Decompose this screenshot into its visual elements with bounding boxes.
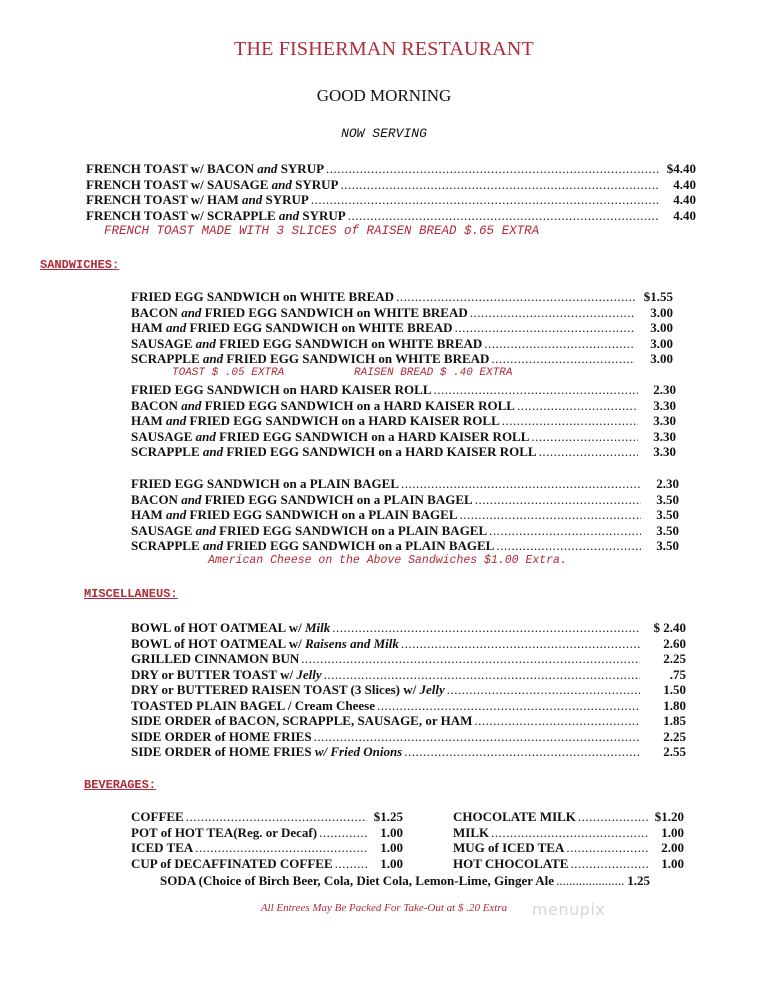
item-label-part: FRIED EGG SANDWICH on WHITE BREAD	[215, 335, 483, 351]
item-price: 3.50	[656, 538, 679, 553]
dot-leader	[319, 825, 367, 841]
item-label	[131, 698, 375, 714]
item-price: 3.30	[653, 428, 676, 444]
item-label	[131, 840, 193, 856]
item-label-italic: Raisens and Milk	[304, 635, 399, 651]
dot-leader	[531, 429, 638, 445]
item-label	[131, 289, 394, 305]
menu-item	[131, 682, 686, 698]
menu-item	[131, 825, 403, 841]
item-label-part: POT of HOT TEA(Reg. or Decaf)	[131, 824, 318, 840]
dot-leader	[401, 476, 641, 492]
dot-leader	[474, 713, 640, 729]
item-label-part: COFFEE	[131, 809, 184, 824]
item-label	[131, 620, 330, 636]
sandwiches-header: SANDWICHES:	[40, 258, 120, 272]
item-price: .75	[669, 666, 686, 682]
item-price: 1.00	[380, 840, 403, 855]
menu-item	[86, 192, 696, 208]
item-price: 3.30	[653, 444, 676, 459]
dot-leader	[489, 523, 641, 539]
item-label-part: SYRUP	[277, 161, 325, 176]
item-label-italic: Jelly	[419, 682, 445, 697]
dot-leader	[491, 825, 648, 841]
item-label-part: FRIED EGG SANDWICH on WHITE BREAD	[186, 320, 453, 335]
item-price: 1.00	[661, 855, 684, 871]
menu-item	[131, 667, 686, 683]
item-label-part: SYRUP	[299, 207, 346, 223]
item-label-italic: and	[166, 413, 187, 428]
item-label-part: FRIED EGG SANDWICH on a PLAIN BAGEL	[131, 476, 399, 491]
item-label-part: CUP of DECAFFINATED COFFEE	[131, 855, 333, 871]
dot-leader	[186, 809, 367, 825]
item-label-part: FRIED EGG SANDWICH on HARD KAISER ROLL	[131, 382, 432, 397]
item-label-part: FRIED EGG SANDWICH on a HARD KAISER ROLL	[223, 444, 537, 459]
item-label-part: ICED TEA	[131, 840, 194, 855]
item-price: 3.00	[650, 320, 673, 335]
item-label-italic: and	[202, 444, 224, 459]
item-label-italic: and	[181, 304, 202, 320]
menu-item	[131, 289, 673, 305]
menu-item	[86, 208, 696, 224]
dot-leader	[404, 744, 640, 760]
menu-item	[131, 713, 686, 729]
item-price: 2.30	[653, 382, 676, 397]
item-label	[453, 825, 489, 841]
item-label-part: BACON	[131, 397, 182, 413]
item-price: 3.00	[650, 335, 673, 351]
item-label	[131, 538, 494, 554]
item-price: 3.30	[653, 397, 676, 413]
item-label-italic: and	[202, 538, 224, 553]
item-label	[86, 161, 324, 177]
item-price: 1.00	[380, 824, 403, 840]
item-price: 3.30	[653, 413, 676, 428]
item-label-part: DRY or BUTTER TOAST w/	[131, 666, 297, 682]
item-label-italic: and	[202, 351, 224, 366]
item-label	[131, 651, 299, 667]
dot-leader	[326, 161, 660, 177]
menu-item	[131, 538, 679, 554]
item-label	[131, 667, 322, 683]
item-label	[453, 856, 568, 872]
item-label-italic: w/ Fried Onions	[314, 744, 403, 759]
item-label-part: FRIED EGG SANDWICH on a HARD KAISER ROLL	[186, 413, 500, 428]
item-price: 2.25	[663, 651, 686, 666]
menu-item	[453, 840, 684, 856]
item-label-part: SIDE ORDER of HOME FRIES	[131, 744, 315, 759]
item-label-part: SAUSAGE	[131, 428, 196, 444]
menu-item	[131, 856, 403, 872]
dot-leader	[460, 507, 641, 523]
item-label-part: SAUSAGE	[131, 522, 196, 538]
item-label	[131, 336, 482, 352]
takeout-note: All Entrees May Be Packed For Take-Out at $ .20 Extra	[260, 902, 508, 914]
item-label-part: BOWL of HOT OATMEAL w/	[131, 620, 305, 635]
menu-item	[131, 305, 673, 321]
item-label-part: SIDE ORDER of HOME FRIES	[131, 728, 312, 744]
item-label	[86, 177, 339, 193]
dot-leader	[491, 351, 635, 367]
item-label	[131, 492, 473, 508]
menu-item	[131, 476, 679, 492]
item-label-italic: and	[195, 428, 216, 444]
menu-item	[86, 177, 696, 193]
item-price: 1.50	[663, 682, 686, 697]
item-label-part: HAM	[131, 320, 167, 335]
item-price: 4.40	[673, 176, 696, 192]
dot-leader	[324, 667, 640, 683]
item-label-part: DRY or BUTTERED RAISEN TOAST (3 Slices) w/	[131, 682, 420, 697]
item-price: 3.50	[656, 522, 679, 538]
dot-leader	[311, 192, 660, 208]
item-price: 1.80	[663, 697, 686, 713]
toast-note: TOAST $ .05 EXTRA	[172, 367, 285, 379]
dot-leader	[447, 682, 640, 698]
item-label	[131, 682, 445, 698]
item-label	[131, 809, 184, 825]
item-label-part: FRIED EGG SANDWICH on WHITE BREAD	[131, 289, 395, 304]
item-price: 2.00	[661, 840, 684, 855]
item-label-part: SCRAPPLE	[131, 538, 203, 553]
dot-leader	[434, 382, 639, 398]
menu-item	[131, 507, 679, 523]
beverages-header: BEVERAGES:	[84, 778, 157, 792]
menu-item	[131, 444, 676, 460]
item-price: 4.40	[673, 207, 696, 223]
dot-leader	[566, 840, 648, 856]
dot-leader	[401, 636, 640, 652]
dot-leader	[484, 336, 635, 352]
watermark-logo: menupix	[532, 900, 606, 919]
menu-item	[131, 351, 673, 367]
item-label-part: SAUSAGE	[131, 335, 196, 351]
item-label-italic: and	[181, 397, 202, 413]
item-label-part: MUG of ICED TEA	[453, 840, 565, 855]
item-label	[131, 507, 458, 523]
dot-leader	[301, 651, 640, 667]
item-label-part: BACON	[131, 491, 182, 507]
menu-item	[131, 651, 686, 667]
item-label-part: FRIED EGG SANDWICH on a HARD KAISER ROLL	[215, 428, 530, 444]
item-label	[131, 351, 489, 367]
menu-item	[453, 825, 684, 841]
menu-item	[453, 809, 684, 825]
item-label-italic: and	[166, 507, 187, 522]
soda-line	[160, 873, 650, 889]
item-label-part: FRENCH TOAST w/ HAM	[86, 192, 243, 207]
item-price: $1.25	[373, 809, 403, 824]
dot-leader	[332, 620, 640, 636]
item-price: 2.30	[656, 476, 679, 491]
item-label-italic: and	[195, 522, 216, 538]
menu-item	[131, 698, 686, 714]
item-label	[131, 713, 472, 729]
item-label	[131, 382, 432, 398]
dot-leader	[539, 444, 638, 460]
item-label-part: GRILLED CINNAMON BUN	[131, 651, 300, 666]
soda-price: 1.25	[627, 873, 650, 888]
item-label-italic: and	[271, 176, 292, 192]
item-label-part: FRENCH TOAST w/ BACON	[86, 161, 258, 176]
soda-label: SODA (Choice of Birch Beer, Cola, Diet Cola, Lemon-Lime, Ginger Ale	[160, 873, 555, 888]
dot-leader	[377, 698, 640, 714]
misc-header: MISCELLANEUS:	[84, 587, 178, 601]
item-label-part: SCRAPPLE	[131, 351, 203, 366]
item-label	[131, 856, 333, 872]
menu-item	[131, 336, 673, 352]
menu-item	[131, 729, 686, 745]
item-price: 1.00	[661, 824, 684, 840]
dot-leader	[396, 289, 635, 305]
item-label-part: SIDE ORDER of BACON, SCRAPPLE, SAUSAGE, or HAM	[131, 713, 473, 728]
menu-item	[131, 620, 686, 636]
item-label-part: FRIED EGG SANDWICH on a PLAIN BAGEL	[186, 507, 458, 522]
item-price: 3.00	[650, 304, 673, 320]
item-price: $1.20	[654, 809, 684, 824]
item-price: 2.55	[663, 744, 686, 759]
item-label-italic: and	[278, 207, 300, 223]
item-label-part: HAM	[131, 507, 167, 522]
menu-item	[131, 320, 673, 336]
item-label	[131, 305, 468, 321]
menu-item	[131, 398, 676, 414]
item-price: $4.40	[666, 161, 696, 176]
item-label-italic: Jelly	[296, 666, 322, 682]
item-label-part: HOT CHOCOLATE	[453, 855, 569, 871]
greeting: GOOD MORNING	[316, 86, 452, 105]
dot-leader	[455, 320, 635, 336]
item-label-part: FRIED EGG SANDWICH on a PLAIN BAGEL	[215, 522, 488, 538]
menu-item	[86, 161, 696, 177]
menu-item	[131, 413, 676, 429]
item-label	[131, 429, 529, 445]
item-label-part: SYRUP	[262, 192, 309, 207]
item-label-part: TOASTED PLAIN BAGEL / Cream Cheese	[131, 697, 376, 713]
item-label-part: FRIED EGG SANDWICH on WHITE BREAD	[223, 351, 490, 366]
dot-leader	[578, 809, 648, 825]
dot-leader	[470, 305, 635, 321]
item-label-part: HAM	[131, 413, 167, 428]
dot-leader	[341, 177, 661, 193]
menu-item	[131, 636, 686, 652]
menu-item	[131, 809, 403, 825]
item-price: 1.85	[663, 713, 686, 728]
item-label-part: BACON	[131, 304, 182, 320]
item-label	[131, 825, 317, 841]
item-price: 3.50	[656, 491, 679, 507]
item-label	[131, 413, 500, 429]
dot-leader	[195, 840, 367, 856]
item-price: 2.25	[663, 728, 686, 744]
item-label	[86, 208, 346, 224]
item-price: 4.40	[673, 192, 696, 207]
item-label	[453, 809, 576, 825]
item-label	[453, 840, 564, 856]
now-serving: NOW SERVING	[341, 126, 427, 141]
item-price: $ 2.40	[653, 620, 686, 635]
item-label	[131, 523, 487, 539]
menu-item	[131, 382, 676, 398]
item-label-part: CHOCOLATE MILK	[453, 809, 576, 824]
item-price: 3.00	[650, 351, 673, 366]
item-label	[131, 476, 399, 492]
item-label-part: FRIED EGG SANDWICH on a PLAIN BAGEL	[201, 491, 473, 507]
menu-item	[131, 492, 679, 508]
item-label	[131, 398, 515, 414]
dot-leader	[517, 398, 638, 414]
dot-leader	[335, 856, 367, 872]
item-price: 3.50	[656, 507, 679, 522]
item-label-part: MILK	[453, 824, 490, 840]
item-label-part: SYRUP	[291, 176, 339, 192]
item-label	[131, 444, 537, 460]
menu-item	[131, 840, 403, 856]
menu-item	[453, 856, 684, 872]
menu-item	[131, 523, 679, 539]
item-label-part: FRIED EGG SANDWICH on WHITE BREAD	[201, 304, 468, 320]
restaurant-title: THE FISHERMAN RESTAURANT	[234, 38, 534, 60]
item-label-italic: and	[257, 161, 278, 176]
item-label-part: FRIED EGG SANDWICH on a PLAIN BAGEL	[223, 538, 495, 553]
dot-leader	[570, 856, 648, 872]
item-label-italic: and	[166, 320, 187, 335]
dot-leader	[496, 538, 641, 554]
item-label-part: FRIED EGG SANDWICH on a HARD KAISER ROLL	[201, 397, 515, 413]
item-label-italic: and	[242, 192, 263, 207]
item-label	[131, 320, 453, 336]
item-label-part: BOWL of HOT OATMEAL w/	[131, 635, 305, 651]
raisen-note: RAISEN BREAD $ .40 EXTRA	[354, 367, 513, 379]
dot-leader	[475, 492, 641, 508]
menu-item	[131, 429, 676, 445]
cheese-note: American Cheese on the Above Sandwiches $1.00 Extra.	[208, 554, 567, 567]
item-label-italic: Milk	[304, 620, 331, 635]
item-label-part: FRENCH TOAST w/ SAUSAGE	[86, 176, 272, 192]
dot-leader	[314, 729, 640, 745]
item-label-italic: and	[181, 491, 202, 507]
item-label-part: FRENCH TOAST w/ SCRAPPLE	[86, 207, 279, 223]
menu-item	[131, 744, 686, 760]
french-toast-note: FRENCH TOAST MADE WITH 3 SLICES of RAISEN BREAD $.65 EXTRA	[104, 224, 540, 238]
item-label-part: SCRAPPLE	[131, 444, 203, 459]
item-label	[86, 192, 309, 208]
item-label	[131, 744, 402, 760]
dot-leader	[502, 413, 638, 429]
item-label-italic: and	[195, 335, 216, 351]
item-price: $1.55	[643, 289, 673, 304]
dot-leader	[348, 208, 660, 224]
dot-leader	[556, 873, 625, 889]
item-price: 1.00	[380, 855, 403, 871]
item-label	[131, 729, 312, 745]
item-price: 2.60	[663, 635, 686, 651]
item-label	[131, 636, 399, 652]
